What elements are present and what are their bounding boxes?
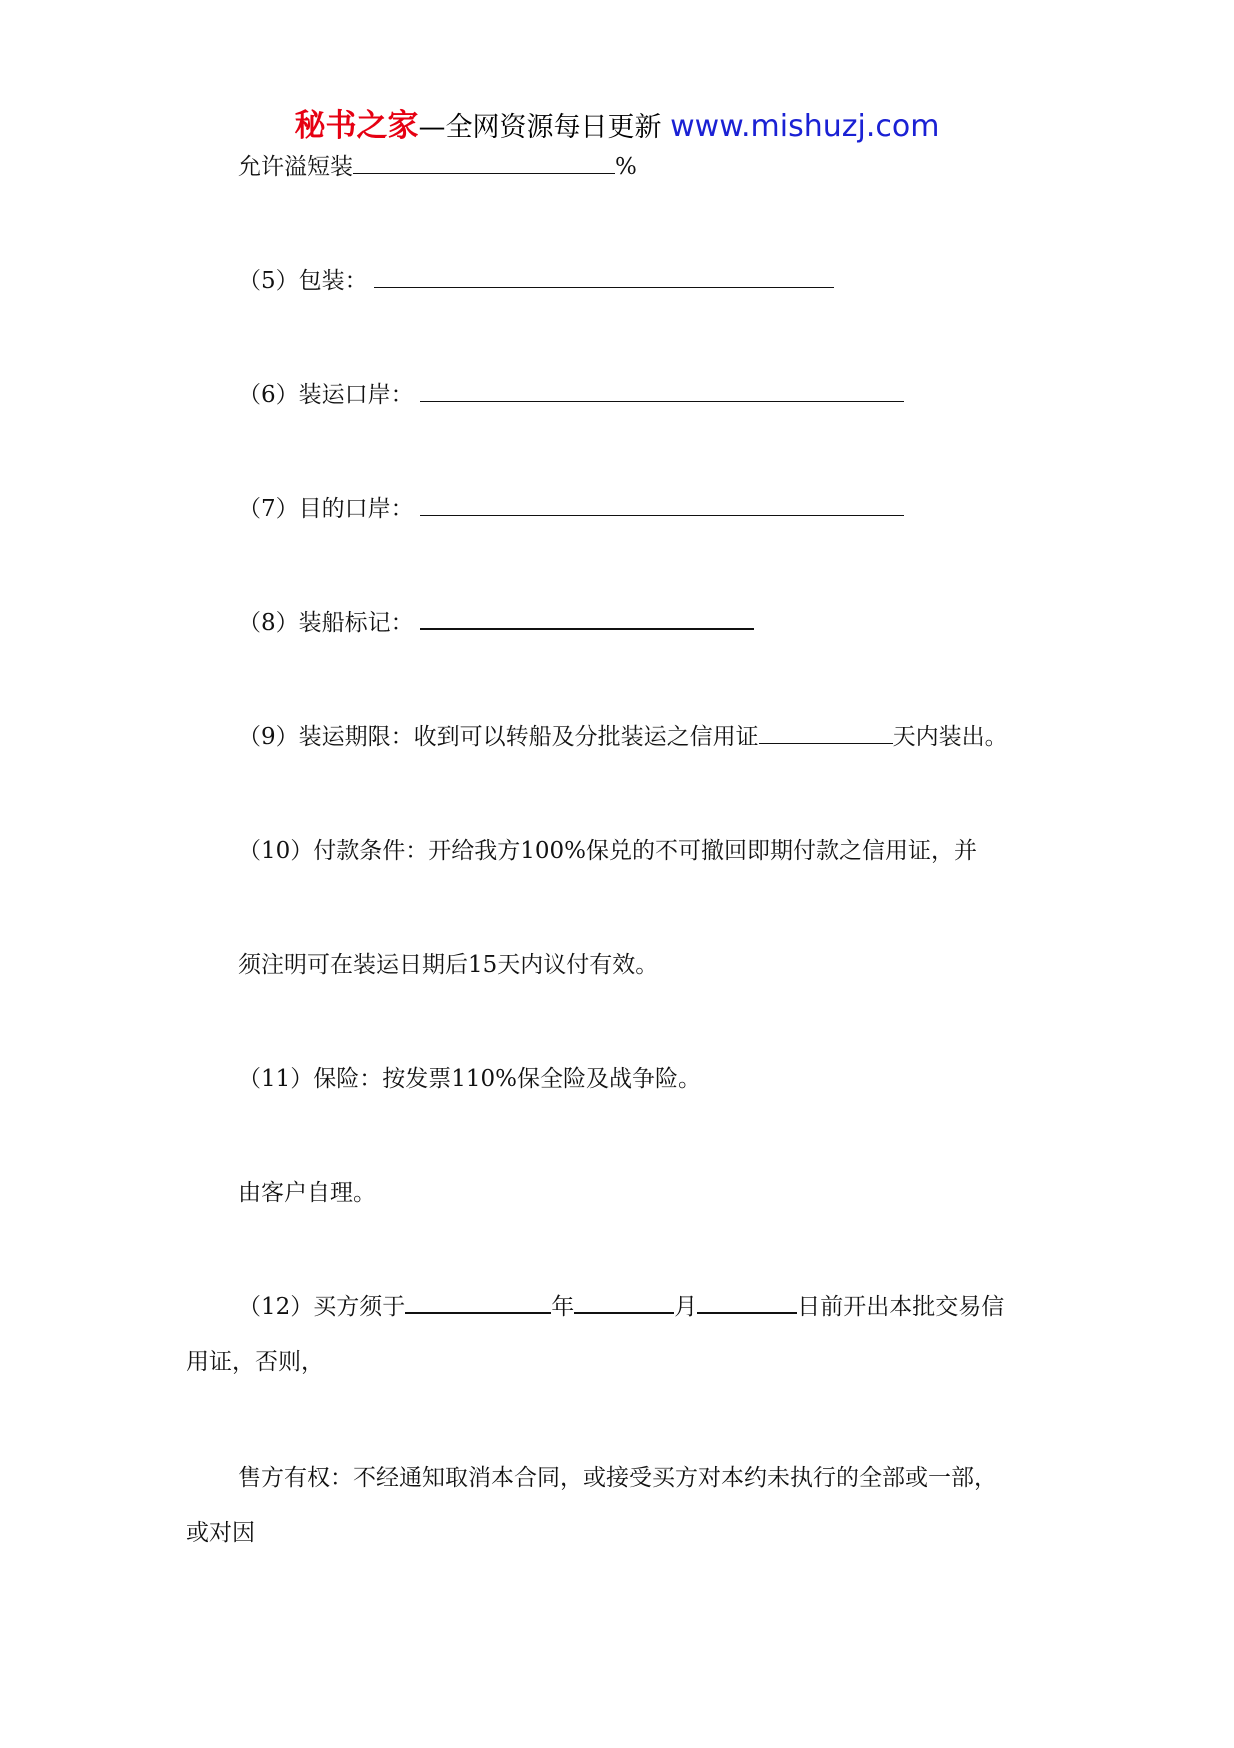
payment-terms-line <box>238 834 977 868</box>
packing-line <box>238 264 834 298</box>
overshort-blank[interactable] <box>353 151 615 174</box>
lc-deadline-suffix: 日前开出本批交易信 <box>797 1294 1005 1320</box>
site-url[interactable]: www.mishuzj.com <box>670 109 940 144</box>
shipment-days-blank[interactable] <box>759 721 893 744</box>
shipping-mark-line <box>238 606 754 640</box>
seller-rights-line <box>238 1461 997 1495</box>
packing-label: （5）包装： <box>238 268 368 294</box>
insurance-note-text: 由客户自理。 <box>238 1180 376 1206</box>
lc-deadline-text-2: 用证，否则， <box>186 1349 324 1375</box>
payment-terms-text: （10）付款条件：开给我方100%保兑的不可撤回即期付款之信用证，并 <box>238 838 978 864</box>
month-label: 月 <box>674 1294 698 1320</box>
seller-rights-text-2: 或对因 <box>186 1520 255 1546</box>
payment-terms-text-2: 须注明可在装运日期后15天内议付有效。 <box>238 952 659 978</box>
payment-terms-continued <box>238 948 658 982</box>
overshort-label: 允许溢短装 <box>238 154 353 180</box>
month-blank[interactable] <box>574 1290 674 1314</box>
shipment-period-line <box>238 720 1008 754</box>
percent-sign: % <box>615 154 637 180</box>
year-blank[interactable] <box>405 1290 551 1314</box>
shipping-mark-blank[interactable] <box>420 606 754 630</box>
loading-port-label: （6）装运口岸： <box>238 382 414 408</box>
day-blank[interactable] <box>697 1290 797 1314</box>
shipment-period-suffix: 天内装出。 <box>892 724 1008 750</box>
lc-deadline-continued <box>186 1345 324 1379</box>
destination-port-label: （7）目的口岸： <box>238 496 414 522</box>
insurance-line <box>238 1062 701 1096</box>
loading-port-blank[interactable] <box>420 379 904 402</box>
lc-deadline-label: （12）买方须于 <box>238 1294 406 1320</box>
loading-port-line <box>238 378 904 412</box>
header-tagline: —全网资源每日更新 <box>418 112 671 143</box>
packing-blank[interactable] <box>374 265 834 288</box>
seller-rights-text: 售方有权：不经通知取消本合同，或接受买方对本约未执行的全部或一部， <box>238 1465 997 1491</box>
brand-name: 秘书之家 <box>294 108 419 144</box>
insurance-text: （11）保险：按发票110%保全险及战争险。 <box>238 1066 702 1092</box>
destination-port-line <box>238 492 904 526</box>
lc-deadline-line <box>238 1290 1004 1324</box>
overshort-line <box>238 150 637 184</box>
year-label: 年 <box>551 1294 575 1320</box>
shipping-mark-label: （8）装船标记： <box>238 610 414 636</box>
insurance-note <box>238 1176 376 1210</box>
seller-rights-continued <box>186 1516 255 1550</box>
destination-port-blank[interactable] <box>420 493 904 516</box>
site-header <box>0 100 1234 145</box>
shipment-period-label: （9）装运期限：收到可以转船及分批装运之信用证 <box>238 724 759 750</box>
